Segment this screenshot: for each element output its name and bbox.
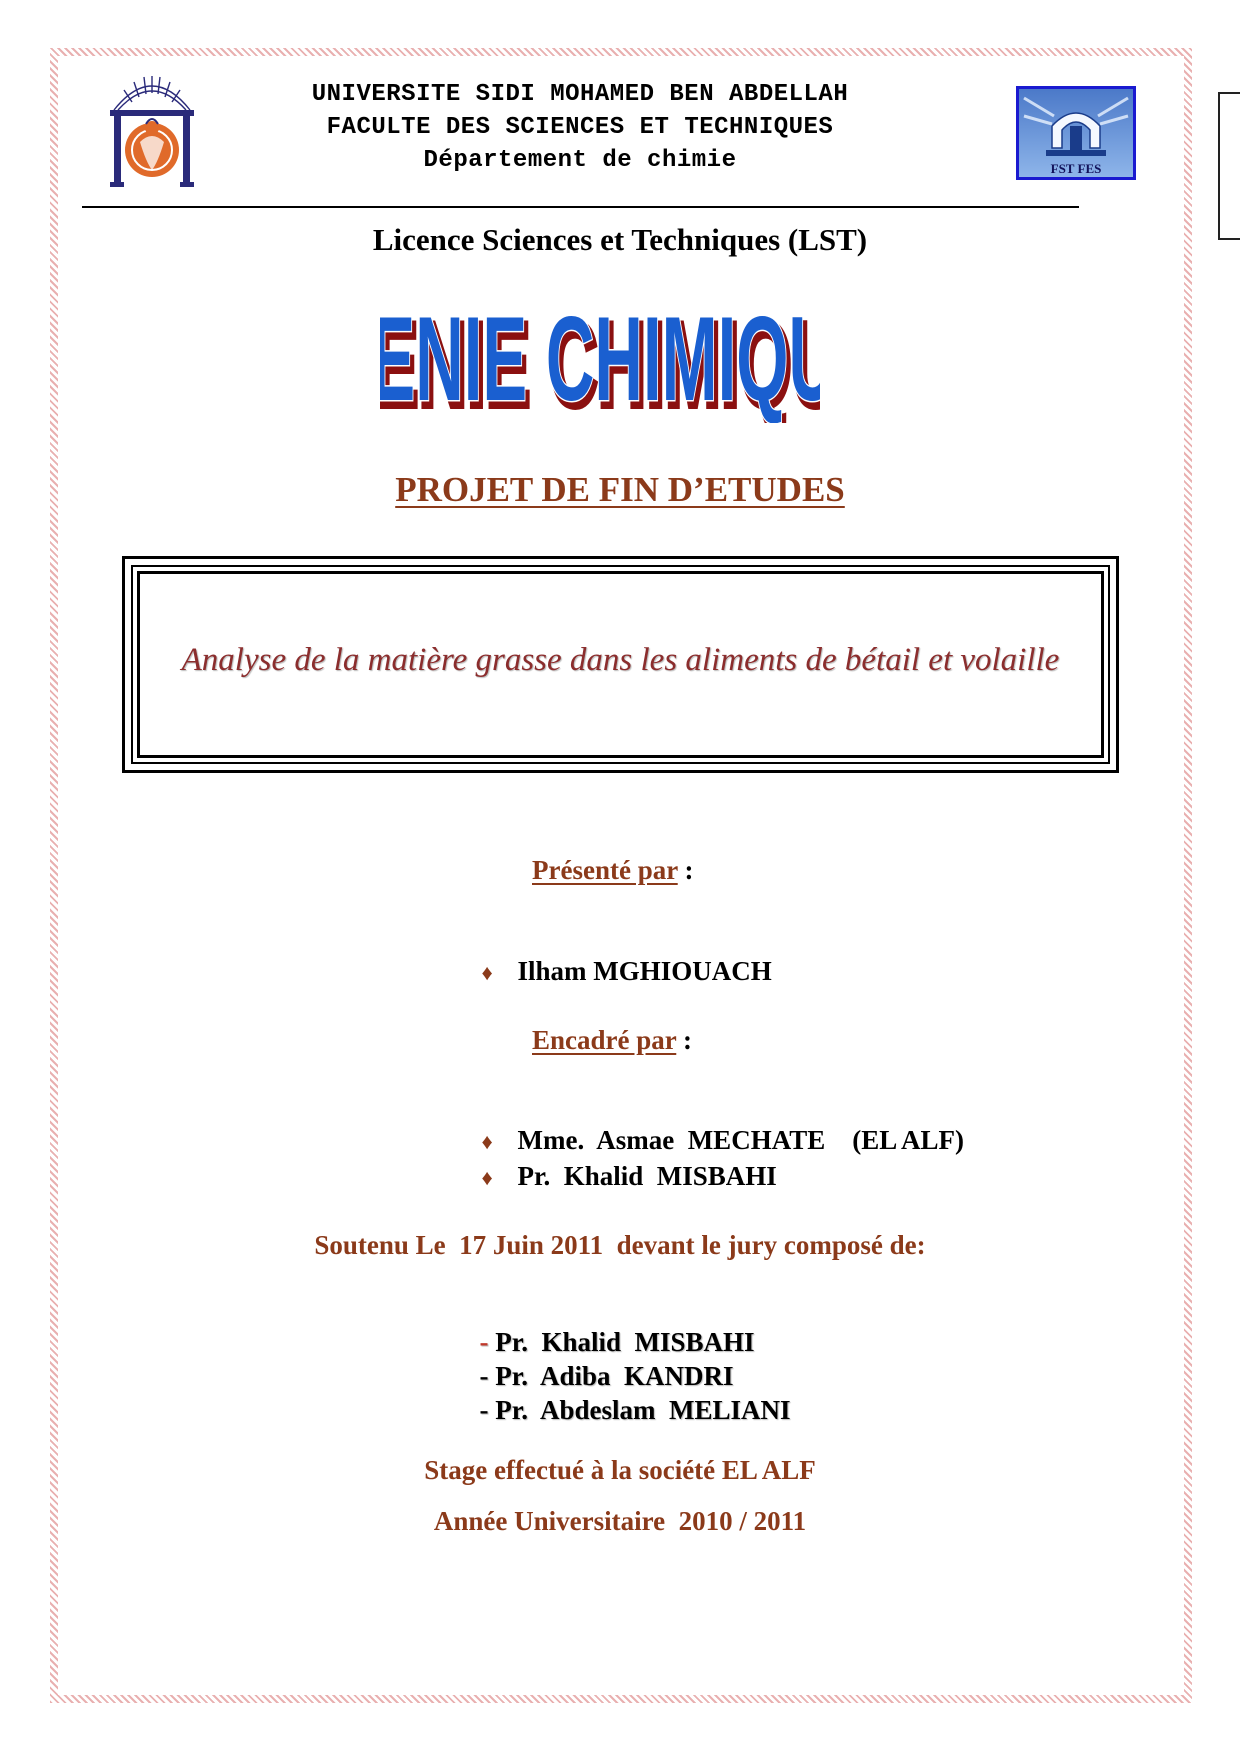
dash-bullet: - [479,1361,496,1391]
student-name: Ilham MGHIOUACH [517,956,772,986]
list-item [468,925,772,987]
diamond-bullet-icon: ♦ [481,960,493,985]
thesis-title-box [122,556,1119,773]
jury-member: Pr. Khalid MISBAHI [495,1327,755,1357]
discipline-title: NIE CHIMIQ [415,291,789,423]
presented-by-text: Présenté par [532,855,678,885]
university-emblem-icon [104,70,200,188]
fst-fes-logo-icon [1016,86,1136,180]
faculty-name: FACULTE DES SCIENCES ET TECHNIQUES [326,114,834,141]
project-heading: PROJET DE FIN D’ETUDES [395,470,845,509]
discipline-wordart [380,288,820,423]
side-bracket-mark [1218,92,1240,240]
thesis-title: Analyse de la matière grasse dans les aliments de bétail et volaille [181,642,1060,678]
dash-bullet: - [479,1395,496,1425]
dash-bullet: - [479,1327,496,1357]
supervised-by-colon: : [676,1025,693,1055]
supervisor-name: Mme. Asmae MECHATE (EL ALF) [517,1125,964,1155]
jury-member: Pr. Abdeslam MELIANI [495,1395,791,1425]
university-name: UNIVERSITE SIDI MOHAMED BEN ABDELLAH [311,81,849,108]
supervised-by-label [532,1025,692,1056]
list-item [466,1364,791,1426]
diamond-bullet-icon: ♦ [481,1165,493,1190]
fst-fes-logo-text: FST FES [1050,161,1102,176]
list-item [468,1130,777,1192]
discipline-shadow: NIE CHIMIQ [418,297,792,423]
academic-year: Année Universitaire 2010 / 2011 [433,1506,807,1536]
header-divider [82,206,1079,208]
program-name: Licence Sciences et Techniques (LST) [372,222,868,257]
institution-header [200,78,960,177]
presented-by-colon: : [677,855,694,885]
department-name: Département de chimie [423,147,737,174]
defense-line: Soutenu Le 17 Juin 2011 devant le jury composé de: [314,1230,926,1260]
internship-line: Stage effectué à la société EL ALF [424,1455,816,1485]
supervisor-name: Pr. Khalid MISBAHI [517,1161,777,1191]
supervised-by-text: Encadré par [532,1025,677,1055]
presented-by-label [532,855,693,886]
jury-member: Pr. Adiba KANDRI [495,1361,734,1391]
diamond-bullet-icon: ♦ [481,1129,493,1154]
